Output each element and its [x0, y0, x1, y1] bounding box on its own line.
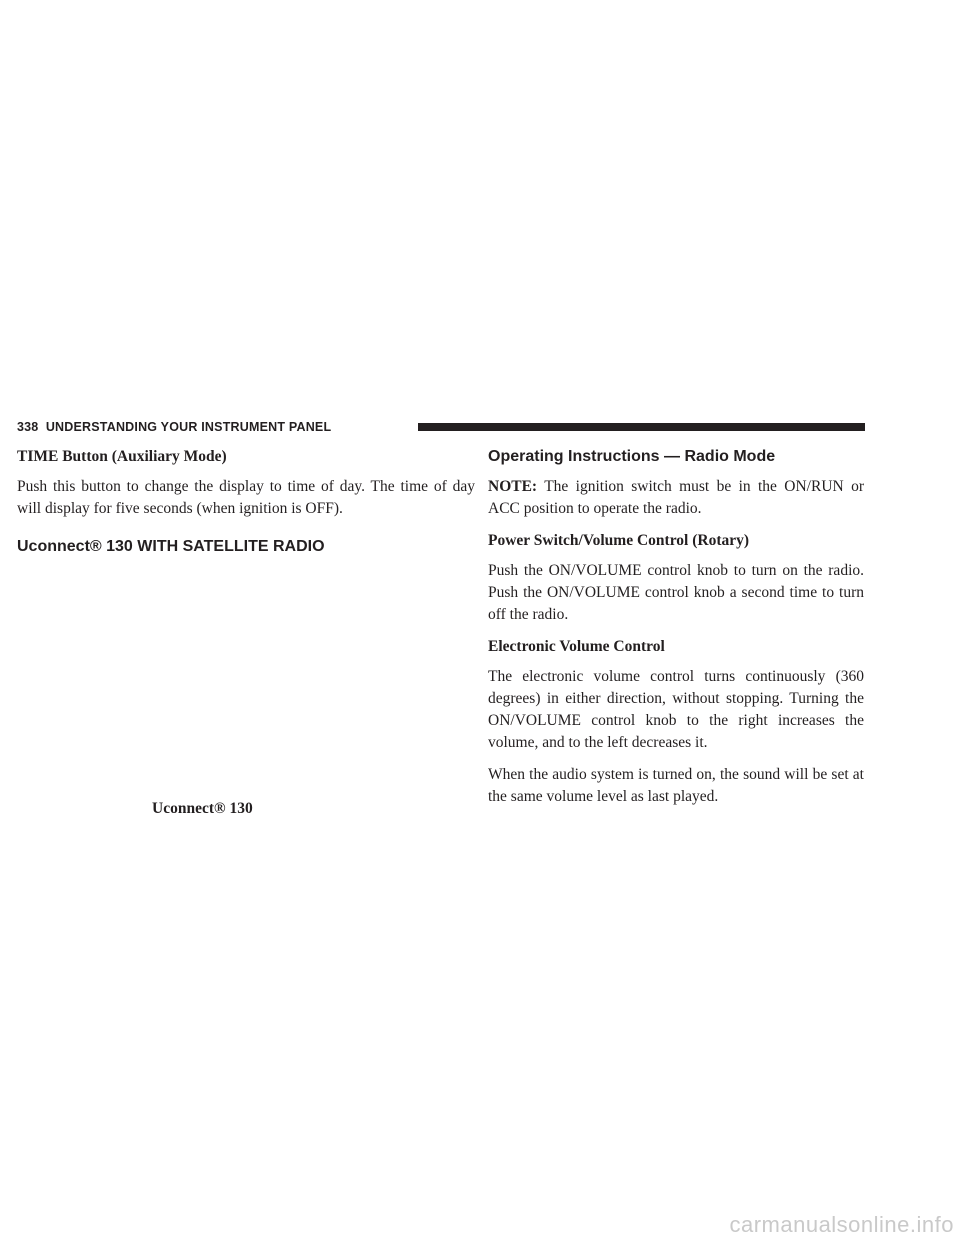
electronic-volume-heading: Electronic Volume Control	[488, 638, 665, 655]
figure-area	[17, 560, 475, 792]
page-number: 338	[17, 420, 39, 434]
section-title: UNDERSTANDING YOUR INSTRUMENT PANEL	[45, 420, 332, 434]
header-rule	[418, 423, 865, 431]
watermark-text: carmanualsonline.info	[729, 1212, 954, 1237]
header-text	[17, 419, 331, 435]
left-column	[17, 446, 475, 566]
time-button-body: Push this button to change the display to time of day. The time of day will display for five seconds (when ignition is OFF).	[17, 478, 475, 517]
note-paragraph	[488, 476, 864, 520]
time-button-heading: TIME Button (Auxiliary Mode)	[17, 448, 227, 465]
note-label: NOTE:	[488, 478, 538, 495]
right-column	[488, 446, 864, 818]
power-switch-body: Push the ON/VOLUME control knob to turn on the radio. Push the ON/VOLUME control knob a second time to turn off the radio.	[488, 562, 864, 623]
operating-instructions-heading: Operating Instructions — Radio Mode	[488, 448, 776, 465]
audio-system-body: When the audio system is turned on, the sound will be set at the same volume level as last played.	[488, 766, 864, 805]
note-text: The ignition switch must be in the ON/RUN or ACC position to operate the radio.	[488, 478, 864, 517]
electronic-volume-body: The electronic volume control turns continuously (360 degrees) in either direction, without stopping. Turning the ON/VOLUME control knob to the right increases the volume, and to the left decreases it.	[488, 668, 864, 751]
figure-caption: Uconnect® 130	[152, 800, 253, 817]
power-switch-heading: Power Switch/Volume Control (Rotary)	[488, 532, 750, 549]
uconnect-130-heading: Uconnect® 130 WITH SATELLITE RADIO	[17, 538, 325, 555]
page-header	[0, 419, 865, 435]
